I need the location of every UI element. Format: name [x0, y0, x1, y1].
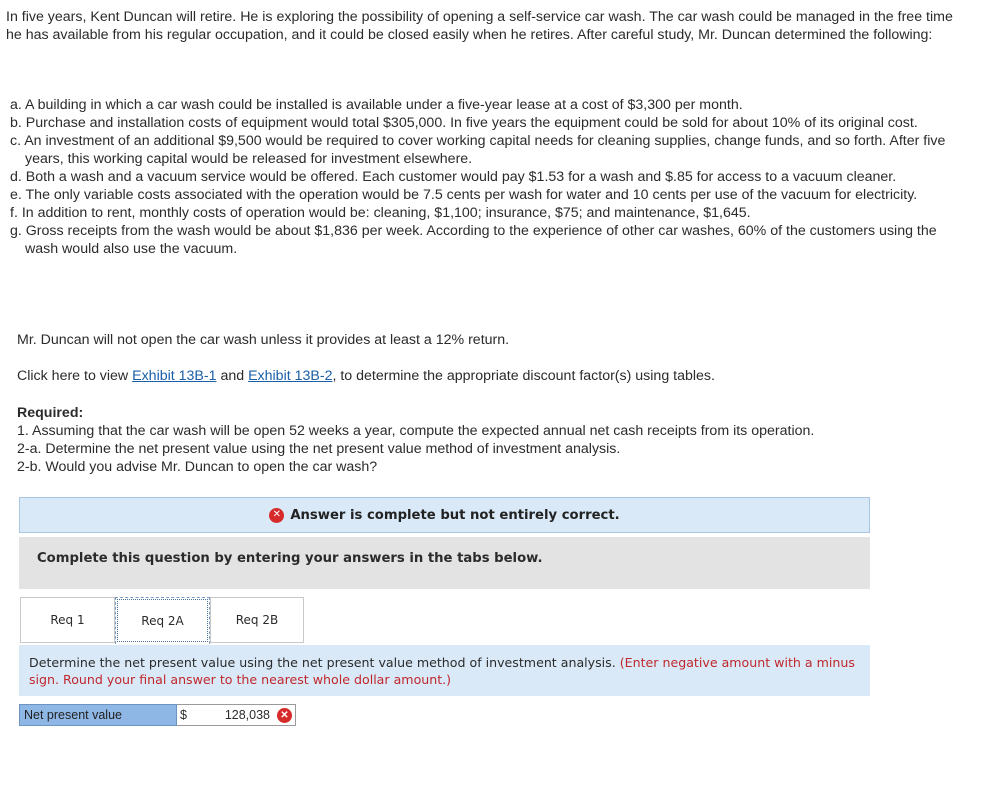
currency-symbol: $ [180, 708, 187, 722]
return-note: Mr. Duncan will not open the car wash unless it provides at least a 12% return. [17, 332, 510, 348]
requirement-2b: 2-b. Would you advise Mr. Duncan to open the car wash? [17, 459, 378, 475]
complete-prompt-panel [19, 537, 870, 589]
problem-intro: In five years, Kent Duncan will retire. He is exploring the possibility of opening a self-service car wash. The car wash could be managed in the free time he has available from his regular occupation, and it could be closed easily when he retires. After careful study, Mr. Duncan determined the following: [6, 9, 953, 43]
tab-req-1[interactable]: Req 1 [20, 597, 115, 643]
exhibit-line [17, 367, 715, 385]
list-item: b. Purchase and installation costs of equipment would total $305,000. In five years the equipment could be sold for about 10% of its original cost. [10, 115, 918, 131]
list-item: f. In addition to rent, monthly costs of operation would be: cleaning, $1,100; insurance, $75; and maintenance, $1,645. [10, 205, 751, 221]
list-item: e. The only variable costs associated with the operation would be 7.5 cents per wash for water and 10 cents per use of the vacuum for electricity. [10, 187, 918, 203]
instruction-panel [19, 645, 870, 696]
instruction-text: Determine the net present value using the net present value method of investment analysis. [29, 655, 616, 670]
complete-prompt-text: Complete this question by entering your answers in the tabs below. [37, 551, 543, 566]
facts-list [10, 96, 960, 258]
list-item: c. An investment of an additional $9,500 would be required to cover working capital needs for cleaning supplies, change funds, and so forth. After five years, this working capital would be released for investment elsewhere. [10, 133, 946, 167]
exhibit-and: and [216, 368, 249, 384]
list-item: a. A building in which a car wash could be installed is available under a five-year lease at a cost of $3,300 per month. [10, 97, 743, 113]
npv-input[interactable] [177, 704, 296, 726]
npv-value: 128,038 [224, 708, 270, 722]
required-section [17, 404, 897, 476]
tab-req-2b[interactable]: Req 2B [210, 597, 304, 643]
tab-req-2a[interactable]: Req 2A [115, 597, 210, 644]
list-item: d. Both a wash and a vacuum service would be offered. Each customer would pay $1.53 for a wash and $.85 for access to a vacuum cleaner. [10, 169, 897, 185]
requirement-2a: 2-a. Determine the net present value using the net present value method of investment analysis. [17, 441, 621, 457]
exhibit-13b-1-link[interactable]: Exhibit 13B-1 [132, 368, 217, 384]
npv-label: Net present value [19, 704, 177, 726]
exhibit-prefix: Click here to view [17, 368, 133, 384]
instruction-hint: (Enter negative amount with a minus sign. Round your final answer to the nearest whole dollar amount.) [29, 655, 855, 687]
exhibit-suffix: , to determine the appropriate discount factor(s) using tables. [332, 368, 715, 384]
incorrect-icon: ✕ [269, 508, 284, 523]
incorrect-icon: ✕ [277, 708, 292, 723]
exhibit-13b-2-link[interactable]: Exhibit 13B-2 [248, 368, 333, 384]
npv-row [19, 704, 296, 726]
answer-status-banner [19, 497, 870, 533]
answer-status-text: Answer is complete but not entirely correct. [290, 507, 620, 523]
list-item: g. Gross receipts from the wash would be about $1,836 per week. According to the experience of other car washes, 60% of the customers using the wash would also use the vacuum. [10, 223, 937, 257]
required-title: Required: [17, 405, 84, 421]
requirement-1: 1. Assuming that the car wash will be open 52 weeks a year, compute the expected annual net cash receipts from its operation. [17, 423, 815, 439]
